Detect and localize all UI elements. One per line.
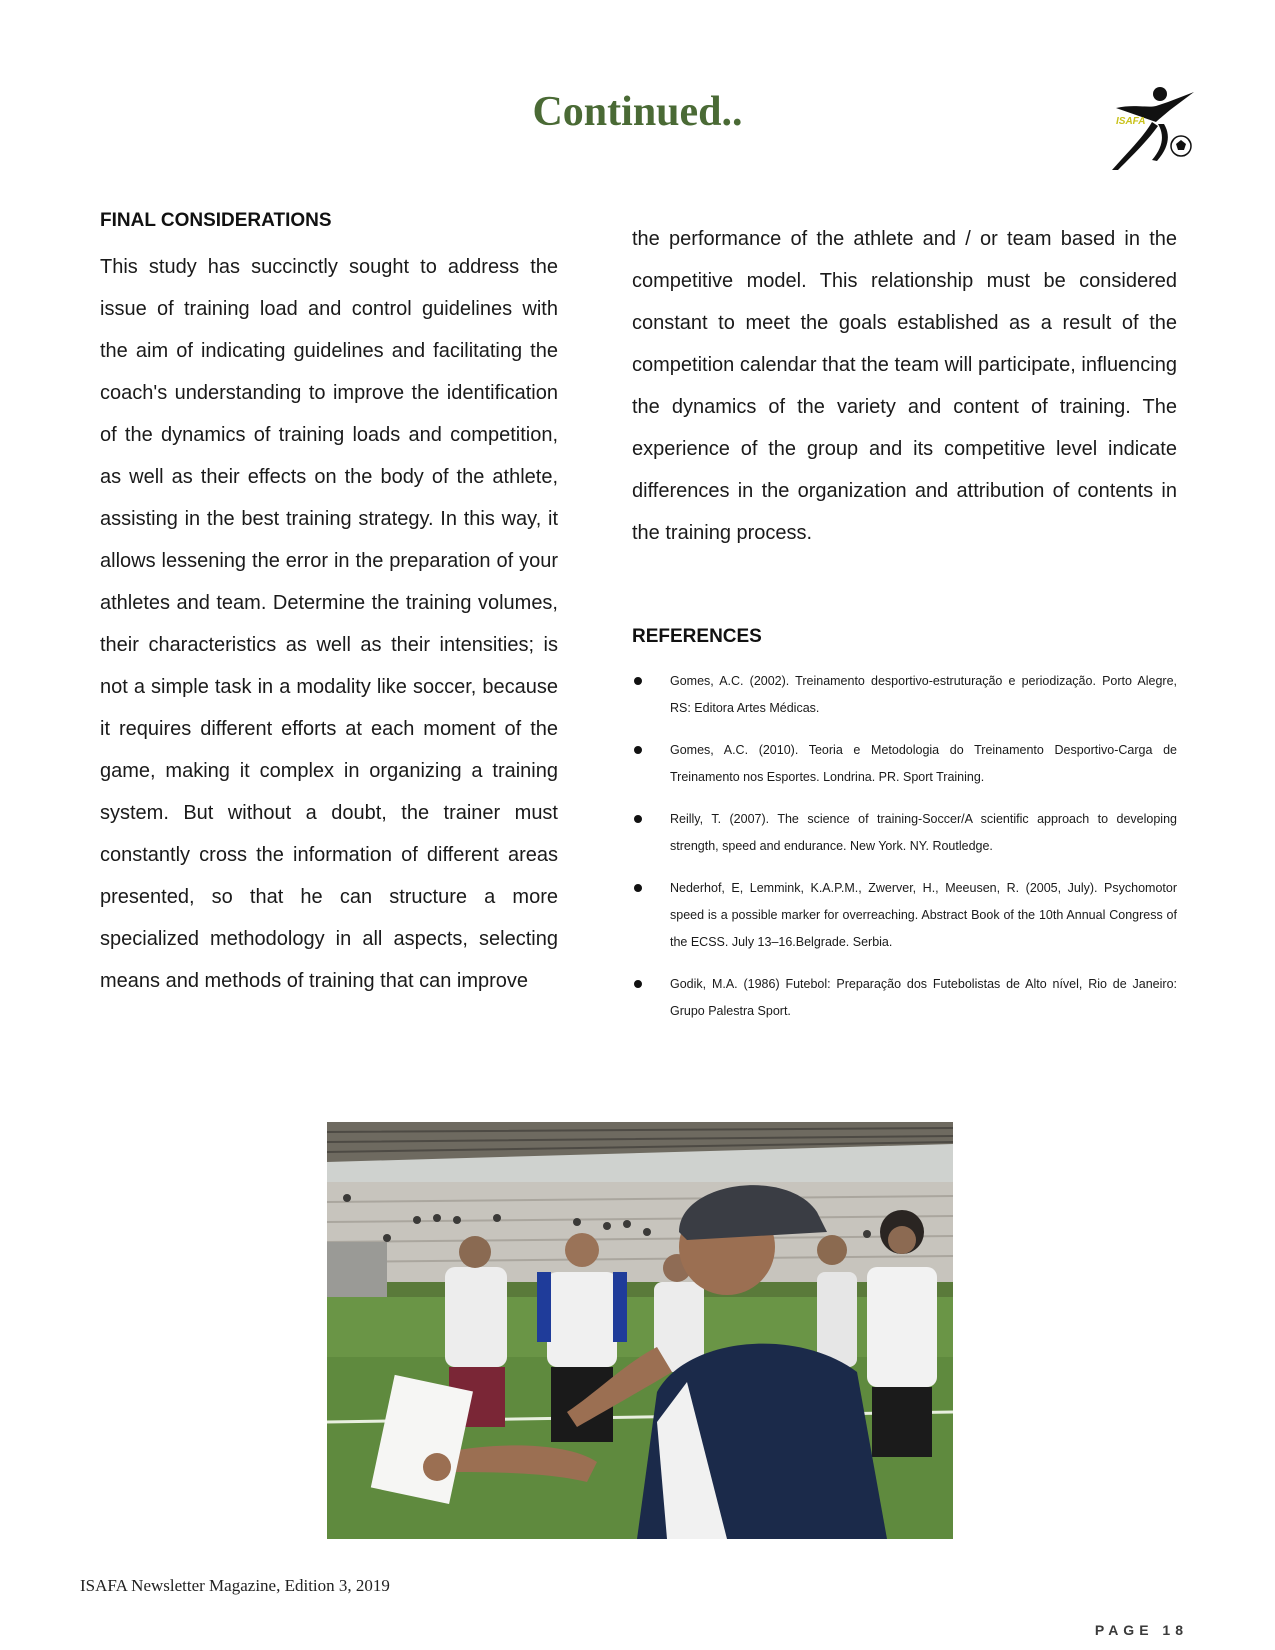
reference-item	[632, 806, 1177, 860]
references-heading: REFERENCES	[632, 626, 762, 647]
bullet-icon	[634, 677, 642, 685]
final-considerations-heading: FINAL CONSIDERATIONS	[100, 210, 332, 231]
reference-item	[632, 875, 1177, 956]
final-considerations-continued-text: the performance of the athlete and / or team based in the competitive model. This relationship must be considered constant to meet the goals established as a result of the competition calendar that the team will participate, influencing the dynamics of the variety and content of training. The experience of the group and its competitive level indicate differences in the organization and attribution of contents in the training process.	[632, 228, 1177, 544]
svg-text:ISAFA: ISAFA	[1116, 116, 1146, 127]
right-column	[632, 218, 1177, 1040]
reference-item	[632, 737, 1177, 791]
reference-text: Gomes, A.C. (2010). Teoria e Metodologia do Treinamento Desportivo-Carga de Treinamento nos Esportes. Londrina. PR. Sport Training.	[670, 743, 1177, 784]
left-column	[100, 210, 558, 1002]
reference-text: Godik, M.A. (1986) Futebol: Preparação dos Futebolistas de Alto nível, Rio de Janeiro: Grupo Palestra Sport.	[670, 977, 1177, 1018]
page-title: Continued..	[532, 89, 743, 135]
reference-text: Gomes, A.C. (2002). Treinamento desportivo-estruturação e periodização. Porto Alegre, RS: Editora Artes Médicas.	[670, 674, 1177, 715]
isafa-logo	[1108, 86, 1198, 172]
bullet-icon	[634, 746, 642, 754]
reference-text: Nederhof, E, Lemmink, K.A.P.M., Zwerver, H., Meeusen, R. (2005, July). Psychomotor speed is a possible marker for overreaching. Abstract Book of the 10th Annual Congress of the ECSS. July 13–16.Belgrade. Serbia.	[670, 881, 1177, 949]
final-considerations-text: This study has succinctly sought to address the issue of training load and control guidelines with the aim of indicating guidelines and facilitating the coach's understanding to improve the identification of the dynamics of training loads and competition, as well as their effects on the body of the athlete, assisting in the best training strategy. In this way, it allows lessening the error in the preparation of your athletes and team. Determine the training volumes, their characteristics as well as their intensities; is not a simple task in a modality like soccer, because it requires different efforts at each moment of the game, making it complex in organizing a training system. But without a doubt, the trainer must constantly cross the information of different areas presented, so that he can structure a more specialized methodology in all aspects, selecting means and methods of training that can improve	[100, 256, 558, 992]
publication-footer: ISAFA Newsletter Magazine, Edition 3, 2019	[80, 1576, 390, 1595]
bullet-icon	[634, 884, 642, 892]
bullet-icon	[634, 980, 642, 988]
coach-training-photo	[327, 1122, 953, 1539]
bullet-icon	[634, 815, 642, 823]
page-number: PAGE 18	[1094, 1622, 1188, 1638]
reference-item	[632, 971, 1177, 1025]
reference-text: Reilly, T. (2007). The science of training-Soccer/A scientific approach to developing strength, speed and endurance. New York. NY. Routledge.	[670, 812, 1177, 853]
references-list	[632, 668, 1177, 1025]
reference-item	[632, 668, 1177, 722]
